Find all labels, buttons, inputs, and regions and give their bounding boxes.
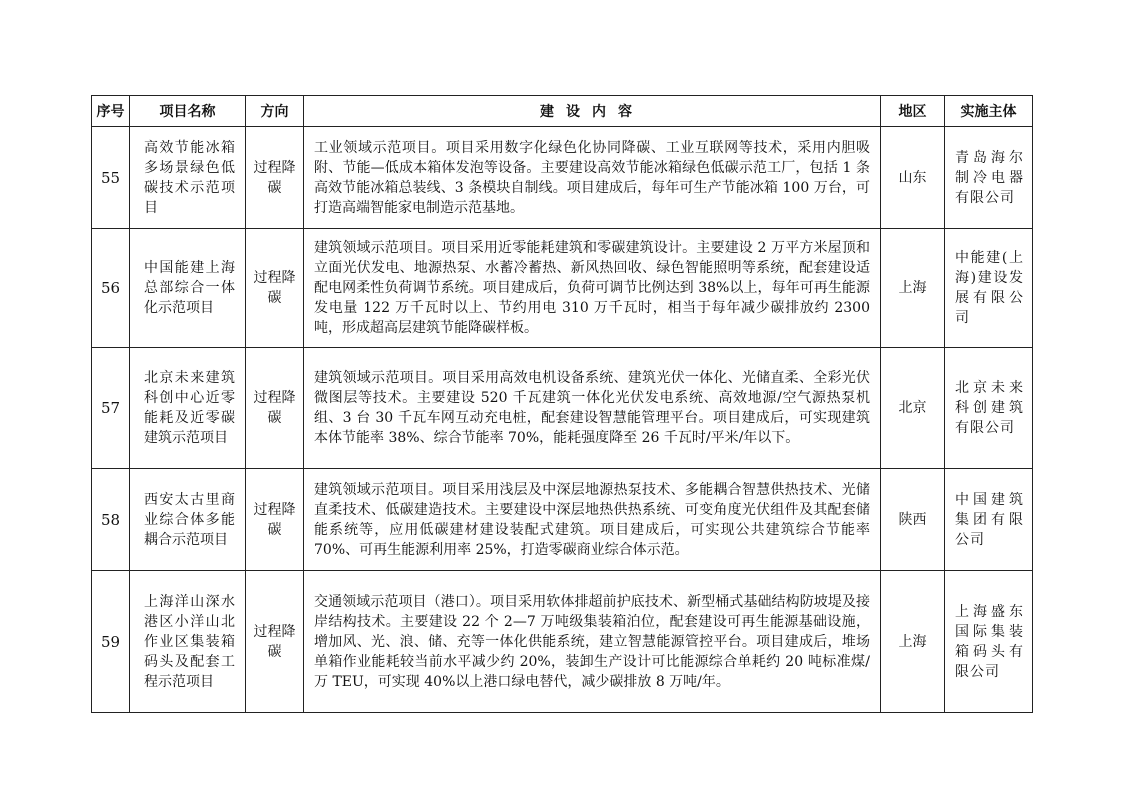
header-direction: 方向 xyxy=(246,96,304,127)
table-header-row xyxy=(92,96,1033,127)
row-region: 上海 xyxy=(881,571,945,713)
row-region: 北京 xyxy=(881,348,945,469)
row-entity: 中能建(上海)建设发展有限公司 xyxy=(945,229,1033,348)
row-project-name: 上海洋山深水港区小洋山北作业区集装箱码头及配套工程示范项目 xyxy=(130,571,246,713)
row-content: 建筑领域示范项目。项目采用近零能耗建筑和零碳建筑设计。主要建设 2 万平方米屋顶和立面光伏发电、地源热泵、水蓄冷蓄热、新风热回收、绿色智能照明等系统，配套建设适配电网柔性负荷调节系统。项目建成后，负荷可调节比例达到 38%以上，每年可再生能源发电量 122 万千瓦时以上、节约用电 310 万千瓦时，相当于每年减少碳排放约 2300 吨，形成超高层建筑节能降碳样板。 xyxy=(304,229,881,348)
row-content: 交通领域示范项目（港口）。项目采用软体排超前护底技术、新型桶式基础结构防坡堤及接岸结构技术。主要建设 22 个 2—7 万吨级集装箱泊位，配套建设可再生能源基础设施，增加风、光、浪、储、充等一体化供能系统，建立智慧能源管控平台。项目建成后，堆场单箱作业能耗较当前水平减少约 20%，装卸生产设计可比能源综合单耗约 20 吨标准煤/万 TEU，可实现 40%以上港口绿电替代，减少碳排放 8 万吨/年。 xyxy=(304,571,881,713)
row-entity: 上海盛东国际集装箱码头有限公司 xyxy=(945,571,1033,713)
row-entity: 中国建筑集团有限公司 xyxy=(945,469,1033,571)
table-row xyxy=(92,348,1033,469)
row-no: 56 xyxy=(92,229,130,348)
row-content: 建筑领域示范项目。项目采用高效电机设备系统、建筑光伏一体化、光储直柔、全彩光伏微图层等技术。主要建设 520 千瓦建筑一体化光伏发电系统、高效地源/空气源热泵机组、3 台 30 千瓦车网互动充电桩，配套建设智慧能管理平台。项目建成后，可实现建筑本体节能率 38%、综合节能率 70%，能耗强度降至 26 千瓦时/平米/年以下。 xyxy=(304,348,881,469)
header-entity: 实施主体 xyxy=(945,96,1033,127)
row-no: 57 xyxy=(92,348,130,469)
row-project-name: 北京未来建筑科创中心近零能耗及近零碳建筑示范项目 xyxy=(130,348,246,469)
table-row xyxy=(92,571,1033,713)
row-region: 山东 xyxy=(881,127,945,229)
table-row xyxy=(92,229,1033,348)
row-direction: 过程降碳 xyxy=(246,571,304,713)
header-content: 建设内容 xyxy=(304,96,881,127)
row-no: 55 xyxy=(92,127,130,229)
row-project-name: 西安太古里商业综合体多能耦合示范项目 xyxy=(130,469,246,571)
row-direction: 过程降碳 xyxy=(246,229,304,348)
header-no: 序号 xyxy=(92,96,130,127)
table-row xyxy=(92,127,1033,229)
row-content: 建筑领域示范项目。项目采用浅层及中深层地源热泵技术、多能耦合智慧供热技术、光储直柔技术、低碳建造技术。主要建设中深层地热供热系统、可变角度光伏组件及其配套储能系统等，应用低碳建材建设装配式建筑。项目建成后，可实现公共建筑综合节能率 70%、可再生能源利用率 25%，打造零碳商业综合体示范。 xyxy=(304,469,881,571)
row-direction: 过程降碳 xyxy=(246,469,304,571)
row-content: 工业领域示范项目。项目采用数字化绿色化协同降碳、工业互联网等技术，采用内胆吸附、节能—低成本箱体发泡等设备。主要建设高效节能冰箱绿色低碳示范工厂，包括 1 条高效节能冰箱总装线、3 条模块自制线。项目建成后，每年可生产节能冰箱 100 万台，可打造高端智能家电制造示范基地。 xyxy=(304,127,881,229)
header-region: 地区 xyxy=(881,96,945,127)
row-direction: 过程降碳 xyxy=(246,127,304,229)
row-no: 58 xyxy=(92,469,130,571)
row-project-name: 高效节能冰箱多场景绿色低碳技术示范项目 xyxy=(130,127,246,229)
row-entity: 北京未来科创建筑有限公司 xyxy=(945,348,1033,469)
row-direction: 过程降碳 xyxy=(246,348,304,469)
row-region: 上海 xyxy=(881,229,945,348)
project-table xyxy=(91,95,1033,713)
header-project-name: 项目名称 xyxy=(130,96,246,127)
project-table-container xyxy=(91,95,1032,713)
row-project-name: 中国能建上海总部综合一体化示范项目 xyxy=(130,229,246,348)
table-row xyxy=(92,469,1033,571)
row-no: 59 xyxy=(92,571,130,713)
row-region: 陕西 xyxy=(881,469,945,571)
row-entity: 青岛海尔制冷电器有限公司 xyxy=(945,127,1033,229)
